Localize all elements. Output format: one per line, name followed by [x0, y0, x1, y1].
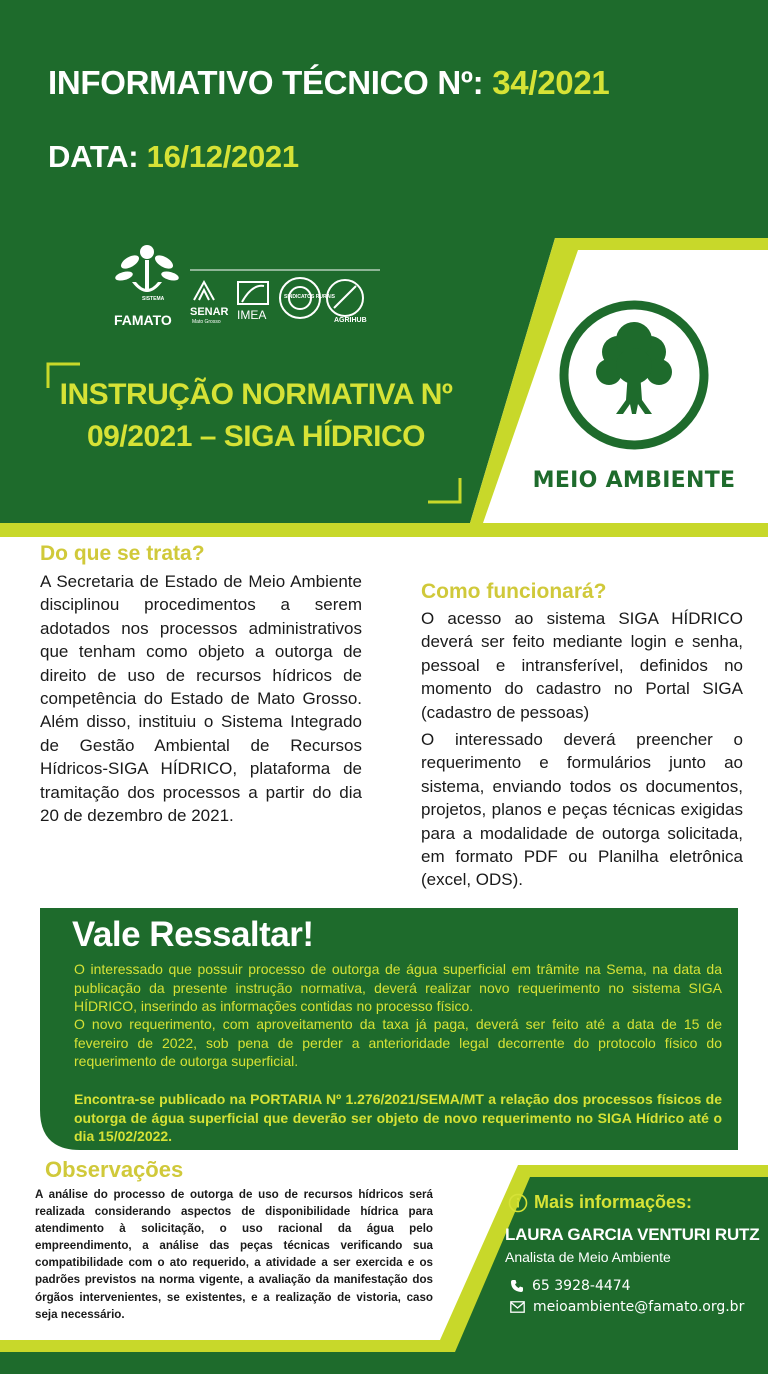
phone-icon: [510, 1279, 524, 1293]
section-how-paragraph-1: O acesso ao sistema SIGA HÍDRICO deverá ser feito mediante login e senha, pessoal e intransferível, definidos no momento do cadastro no Portal SIGA (cadastro de pessoas): [421, 609, 743, 722]
contact-email[interactable]: [510, 1299, 744, 1315]
senar-label: SENAR: [190, 306, 229, 318]
senar-sub-label: Mato Grosso: [192, 319, 221, 325]
contact-heading: [508, 1192, 692, 1213]
contact-email-value: meioambiente@famato.org.br: [533, 1299, 745, 1315]
observations-title: Observações: [45, 1157, 184, 1182]
sindicatos-label: SINDICATOS RURAIS: [284, 294, 335, 300]
contact-phone-value: 65 3928-4474: [532, 1278, 631, 1294]
section-what-title: Do que se trata?: [40, 542, 205, 565]
agrihub-label: AGRIHUB: [334, 317, 367, 324]
contact-name: LAURA GARCIA VENTURI RUTZ: [505, 1225, 760, 1244]
imea-label: IMEA: [237, 308, 267, 322]
date-value: 16/12/2021: [146, 139, 299, 174]
info-icon: [508, 1193, 528, 1213]
instruction-title: [56, 374, 456, 458]
section-how-paragraph-2: O interessado deverá preencher o requerimento e formulários junto ao sistema, enviando todos os documentos, projetos, planos e peças técnicas exigidas para a modalidade de outorga solicitada, em formato PDF ou Planilha eletrônica (excel, ODS).: [421, 730, 743, 890]
informativo-heading: [48, 64, 609, 102]
informativo-number: 34/2021: [492, 64, 610, 101]
category-label: MEIO AMBIENTE: [532, 468, 736, 493]
instruction-title-line2: 09/2021 – SIGA HÍDRICO: [86, 420, 426, 453]
contact-role: Analista de Meio Ambiente: [505, 1249, 671, 1265]
highlight-paragraph-3: Encontra-se publicado na PORTARIA Nº 1.276/2021/SEMA/MT a relação dos processos físicos de outorga de água superficial que deverão ser objeto de novo requerimento no SIGA Hídrico até o dia 15/02/2022.: [74, 1091, 722, 1145]
contact-phone[interactable]: [510, 1278, 631, 1294]
date-heading: [48, 139, 299, 175]
highlight-paragraph-1: O interessado que possuir processo de outorga de água superficial em trâmite na Sema, na data da publicação da presente instrução normativa, deverá realizar novo requerimento no sistema SIGA HÍDRICO, inserindo as informações contidas no processo físico.: [74, 961, 722, 1015]
section-how-title: Como funcionará?: [421, 580, 607, 603]
section-what-text: A Secretaria de Estado de Meio Ambiente disciplinou procedimentos a serem adotados nos processos administrativos que tenham como objeto a outorga de direito de uso de recursos hídricos de competência do Estado de Mato Grosso. Além disso, instituiu o Sistema Integrado de Gestão Ambiental de Recursos Hídricos-SIGA HÍDRICO, plataforma de tramitação dos processos a partir do dia 20 de dezembro de 2021.: [40, 572, 362, 826]
partner-logos: [112, 240, 387, 330]
instruction-title-line1: INSTRUÇÃO NORMATIVA Nº: [59, 378, 453, 411]
famato-small-label: SISTEMA: [142, 296, 165, 302]
email-icon: [510, 1301, 525, 1313]
highlight-title: Vale Ressaltar!: [72, 915, 314, 954]
date-label: DATA:: [48, 139, 139, 174]
contact-heading-label: Mais informações:: [534, 1192, 693, 1212]
observations-text: A análise do processo de outorga de uso de recursos hídricos será realizada considerando aspectos de disponibilidade hídrica para atendimento à solicitação, o uso racional da água pelo empreendimento, a análise das peças técnicas verificando sua compatibilidade com o ato requerido, a atividade a ser exercida e os padrões previstos na norma vigente, a avaliação da manifestação dos órgãos intervenientes, se existentes, e a realização de vistoria, caso seja necessário.: [35, 1188, 433, 1321]
highlight-paragraph-2: O novo requerimento, com aproveitamento da taxa já paga, deverá ser feito até a data de 15 de fevereiro de 2022, sob pena de perder a anterioridade legal decorrente do protocolo físico do requerimento de outorga superficial.: [74, 1016, 722, 1070]
informativo-label: INFORMATIVO TÉCNICO Nº:: [48, 64, 484, 101]
famato-label: FAMATO: [114, 312, 172, 328]
